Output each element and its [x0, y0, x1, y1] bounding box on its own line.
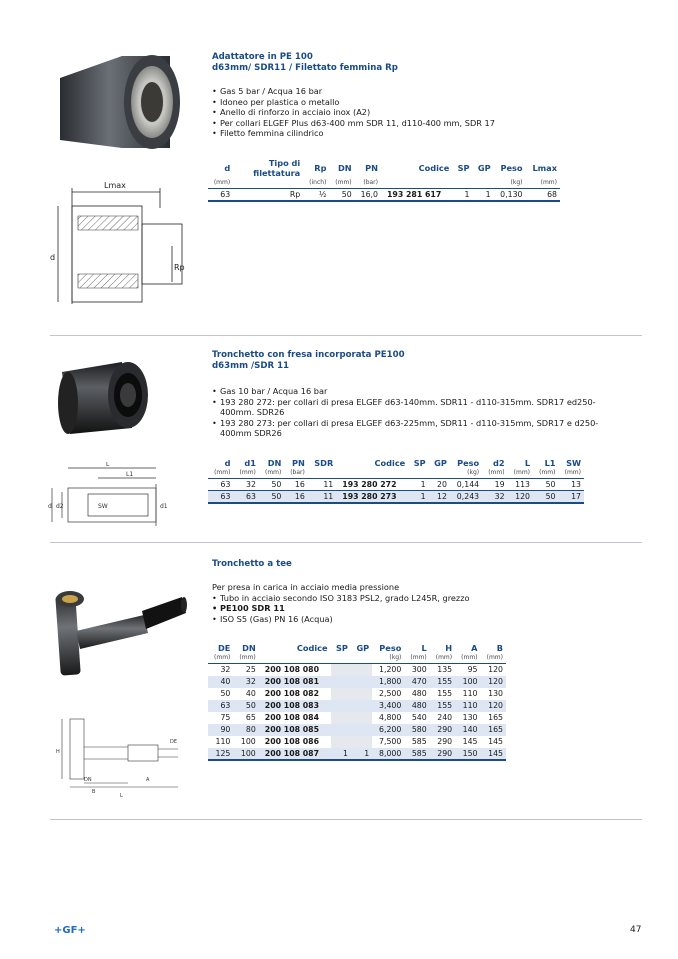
intro-text: Per presa in carica in acciaio media pressione	[212, 582, 400, 592]
table-row: 63 50 200 108 083 3,400 480 155 110 120	[208, 700, 506, 712]
feature-list	[212, 86, 632, 139]
de-label: DE	[170, 739, 178, 745]
l-label: L	[106, 462, 110, 468]
l-label: L	[120, 793, 123, 799]
list-item: • Gas 10 bar / Acqua 16 bar	[212, 386, 604, 397]
list-item: • Anello di rinforzo in acciaio inox (A2)	[212, 107, 632, 118]
tronchetto-photo	[52, 358, 152, 438]
table-row: 32 25 200 108 080 1,200 300 135 95 120	[220, 665, 503, 675]
table-row: 40 32 200 108 081 1,800 470 155 100 120	[208, 676, 506, 688]
table-row: 90 80 200 108 085 6,200 580 290 140 165	[208, 724, 506, 736]
l1-label: L1	[126, 471, 134, 478]
d-label: d	[48, 503, 52, 510]
sw-label: SW	[98, 503, 108, 510]
gf-logo: +GF+	[54, 925, 86, 936]
section-divider	[50, 819, 642, 820]
dn-label: DN	[84, 777, 92, 783]
tee-table-body	[208, 664, 506, 760]
h-label: H	[56, 749, 60, 755]
section-title: Tronchetto a tee	[212, 559, 292, 569]
a-label: A	[146, 777, 150, 783]
list-item: • 193 280 273: per collari di presa ELGEF d63-225mm, SDR11 - d110-315mm, SDR17 e d250-400mm SDR26	[212, 418, 604, 439]
section-adattatore	[0, 0, 678, 335]
table-row: 50 40 200 108 082 2,500 480 155 110 130	[220, 689, 503, 698]
section-title: Adattatore in PE 100 d63mm/ SDR11 / Filettato femmina Rp	[212, 52, 398, 73]
d1-label: d1	[160, 503, 168, 510]
table-row: 63 32 50 16 11 193 280 272 1 20 0,144 19 113 50 13	[208, 479, 584, 491]
table-row: 125 100 200 108 087 1 1 8,000 585 290 150 145	[208, 748, 506, 760]
section-tronchetto-tee	[0, 543, 678, 819]
adapter-photo	[52, 48, 182, 158]
tronchetto-technical-drawing	[48, 462, 188, 532]
lmax-label: Lmax	[104, 181, 126, 190]
d2-label: d2	[56, 503, 64, 510]
list-item: • PE100 SDR 11	[212, 603, 632, 614]
spec-table: DE DN Codice SP GP Peso L H A B (mm) (mm) (kg) (mm) (mm) (mm) (mm) 32 25 200 108 080 1,200 300 135 95 120 40 32 200 108 081 1,800 470 155 100 120 50 40 200 108 082 2,500 480 155 110 130 63 50 200 108 083 3,400 480 155 110 120 75 65 200 108 084 4,800 540 240 130 165 90 80 200 108 085 6,200 580 290 140 165 110 100 200 108 086 7,500 585 290 145 145 125 100 200 108 087 1 1 8,000 585 290 150 145	[208, 643, 506, 761]
list-item: • 193 280 272: per collari di presa ELGEF d63-140mm. SDR11 - d110-315mm. SDR17 ed250-400mm. SDR26	[212, 397, 604, 418]
adapter-technical-drawing	[48, 178, 188, 308]
list-item: • Per collari ELGEF Plus d63-400 mm SDR 11, d110-400 mm, SDR 17	[212, 118, 632, 129]
spec-table: d Tipo di filettatura Rp DN PN Codice SP GP Peso Lmax (mm) (inch) (mm) (bar) (kg) (mm) 63 Rp ½ 50 16,0 193 281 617 1 1 0,130 68	[208, 158, 560, 202]
b-label: B	[92, 789, 96, 795]
tee-technical-drawing	[48, 711, 188, 801]
table-row: 75 65 200 108 084 4,800 540 240 130 165	[220, 713, 503, 722]
rp-label: Rp	[174, 263, 185, 272]
list-item: • Tubo in acciaio secondo ISO 3183 PSL2, grado L245R, grezzo	[212, 593, 632, 604]
list-item: • Filetto femmina cilindrico	[212, 128, 632, 139]
page-number: 47	[630, 925, 642, 935]
list-item: • Gas 5 bar / Acqua 16 bar	[212, 86, 632, 97]
table-row: 63 Rp ½ 50 16,0 193 281 617 1 1 0,130 68	[208, 189, 560, 202]
section-title: Tronchetto con fresa incorporata PE100 d63mm /SDR 11	[212, 350, 405, 371]
tee-photo	[48, 587, 188, 683]
section-tronchetto-fresa	[0, 336, 678, 542]
feature-list	[212, 386, 604, 439]
feature-list	[212, 582, 632, 624]
list-item: • Idoneo per plastica o metallo	[212, 97, 632, 108]
d-label: d	[50, 253, 56, 262]
spec-table: d d1 DN PN SDR Codice SP GP Peso d2 L L1 SW (mm) (mm) (mm) (bar) (kg) (mm) (mm) (mm) (mm) 63 32 50 16 11 193 280 272 1 20 0,144 19 113 50 13 63 63 50 16 11 193 280 273 1 12 0,243 32 120 50 17	[208, 458, 584, 504]
list-item: • ISO S5 (Gas) PN 16 (Acqua)	[212, 614, 632, 625]
table-row: 63 63 50 16 11 193 280 273 1 12 0,243 32 120 50 17	[208, 491, 584, 504]
table-row: 110 100 200 108 086 7,500 585 290 145 145	[215, 737, 503, 746]
